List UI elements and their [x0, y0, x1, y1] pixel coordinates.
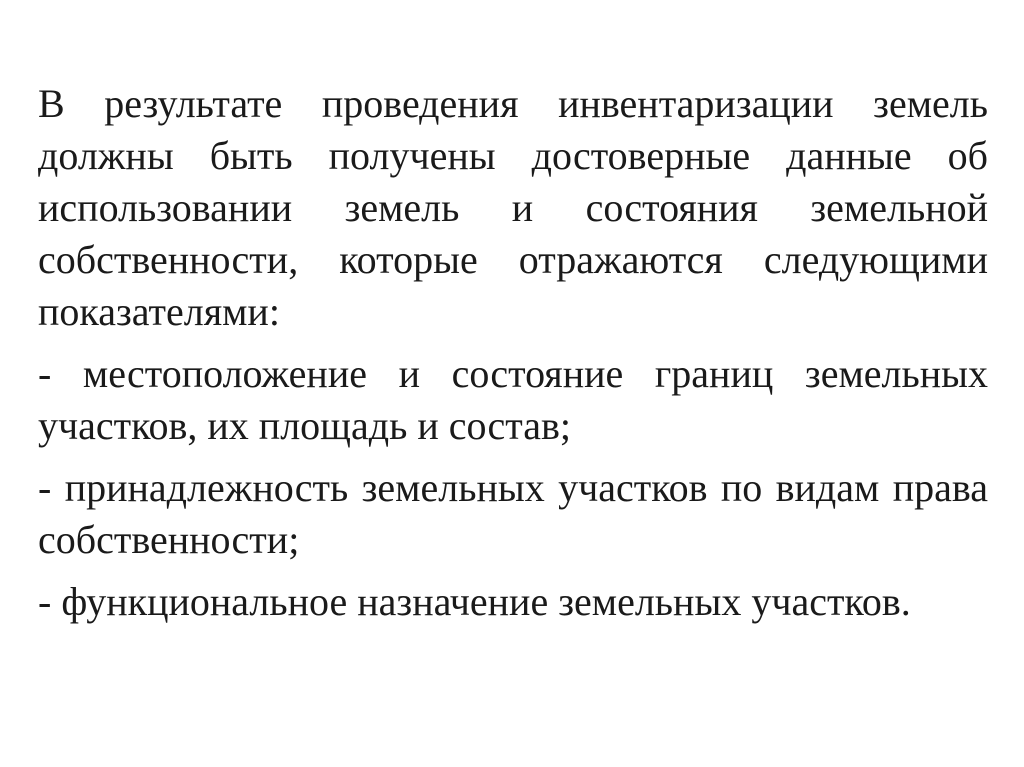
- list-item-purpose: - функциональное назначение земельных участков.: [38, 579, 911, 624]
- intro-paragraph: В результате проведения инвентаризации земель должны быть получены достоверные данные об использовании земель и состояния земельной собственности, которые отражаются следующими показателями:: [38, 81, 988, 334]
- list-item-ownership: - принадлежность земельных участков по видам права собственности;: [38, 465, 988, 562]
- slide-body: [38, 78, 988, 638]
- list-item-boundaries: - местоположение и состояние границ земельных участков, их площадь и состав;: [38, 351, 988, 448]
